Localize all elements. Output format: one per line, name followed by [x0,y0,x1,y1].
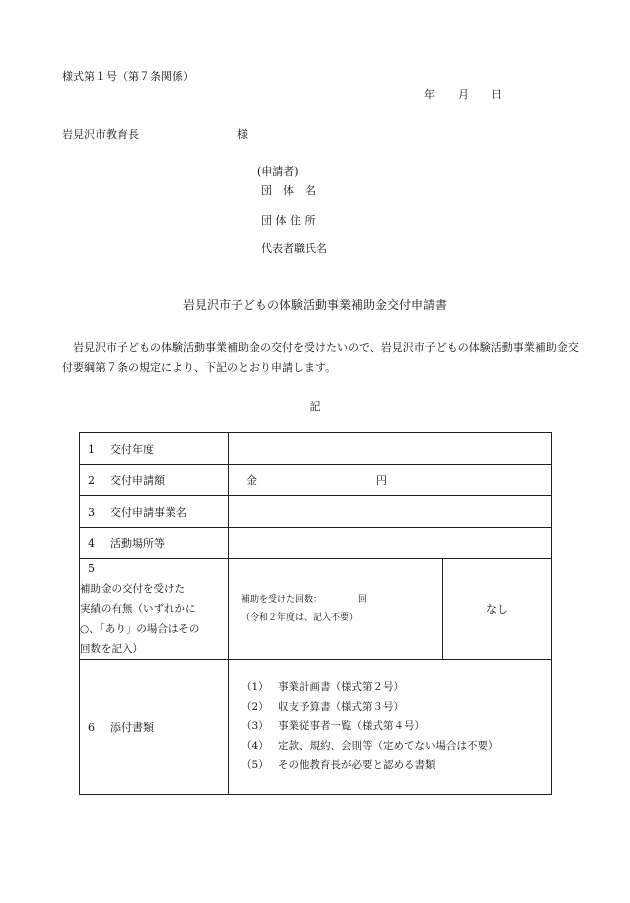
amount-field[interactable] [229,465,552,496]
fiscal-year-field[interactable] [229,433,552,465]
list-item: （4） 定款、規約、会則等（定めてない場合は不要） [241,739,499,752]
row-label-cell: 5補助金の交付を受けた 実績の有無（いずれかに ○、「あり」の場合はその 回数を記入） [80,559,229,660]
table-row [80,496,552,528]
list-item: （3） 事業従事者一覧（様式第４号） [241,720,425,733]
none-option[interactable]: なし [443,559,552,660]
count-note: （令和２年度は、記入不要） [241,613,359,623]
document-title: 岩見沢市子どもの体験活動事業補助金交付申請書 [182,298,447,312]
ki-marker: 記 [309,400,321,413]
date-day: 日 [491,88,502,101]
date-month: 月 [458,88,469,101]
group-address-label: 団 体 住 所 [261,214,316,227]
project-name-field[interactable] [229,496,552,528]
date-line [424,86,502,102]
attachments-list [229,660,552,795]
table-row [80,559,552,660]
form-number: 様式第１号（第７条関係） [62,70,194,83]
row-label-cell: 2 交付申請額 [80,465,229,496]
representative-label: 代表者職氏名 [261,242,327,255]
list-item: （2） 収支予算書（様式第３号） [241,700,404,713]
amount-prefix: 金 [246,474,257,487]
row-label-cell: 1 交付年度 [80,433,229,465]
row-label-cell: 6 添付書類 [80,660,229,795]
date-year: 年 [424,88,435,101]
count-label: 補助を受けた回数： [241,595,323,605]
activity-place-field[interactable] [229,528,552,559]
amount-unit: 円 [376,474,387,487]
application-table [79,432,552,795]
group-name-label: 団 体 名 [261,184,316,197]
addressee [62,126,248,142]
list-item: （5） その他教育長が必要と認める書類 [241,759,436,772]
aid-count-field[interactable] [229,559,443,660]
body-paragraph: 岩見沢市子どもの体験活動事業補助金の交付を受けたいので、岩見沢市子どもの体験活動事業補助金交付要綱第７条の規定により、下記のとおり申請します。 [62,341,579,374]
addressee-honorific: 様 [237,128,248,141]
count-unit: 回 [358,595,368,605]
table-row [80,433,552,465]
table-row [80,465,552,496]
list-item: （1） 事業計画書（様式第２号） [241,681,404,694]
row-label-cell: 4 活動場所等 [80,528,229,559]
table-row [80,528,552,559]
applicant-heading: (申請者) [257,165,299,178]
addressee-name: 岩見沢市教育長 [62,128,139,141]
row-label-cell: 3 交付申請事業名 [80,496,229,528]
table-row [80,660,552,795]
